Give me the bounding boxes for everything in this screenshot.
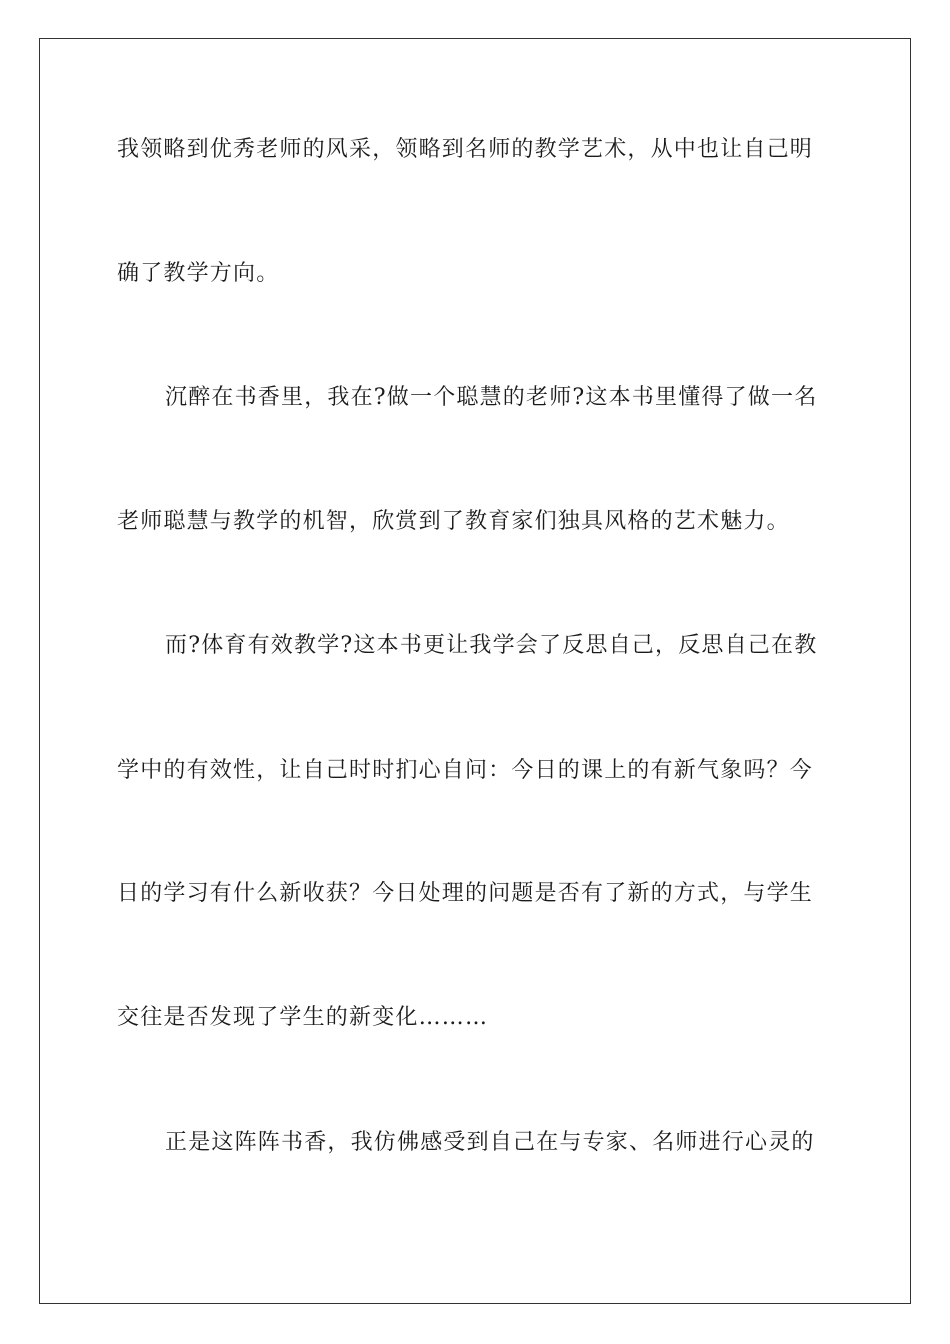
paragraph-start-line: 沉醉在书香里，我在?做一个聪慧的老师?这本书里懂得了做一名 [165,385,818,410]
page-border [39,38,911,1304]
text-line: 我领略到优秀老师的风采，领略到名师的教学艺术，从中也让自己明 [117,137,814,162]
paragraph-start-line: 而?体育有效教学?这本书更让我学会了反思自己，反思自己在教 [165,633,818,658]
text-line: 确了教学方向。 [117,261,280,286]
text-line: 学中的有效性，让自己时时扪心自问：今日的课上的有新气象吗？今 [117,758,814,783]
text-line: 交往是否发现了学生的新变化……… [117,1005,489,1030]
paragraph-start-line: 正是这阵阵书香，我仿佛感受到自己在与专家、名师进行心灵的 [165,1130,815,1155]
text-line: 老师聪慧与教学的机智，欣赏到了教育家们独具风格的艺术魅力。 [117,509,790,534]
text-line: 日的学习有什么新收获？今日处理的问题是否有了新的方式，与学生 [117,881,814,906]
